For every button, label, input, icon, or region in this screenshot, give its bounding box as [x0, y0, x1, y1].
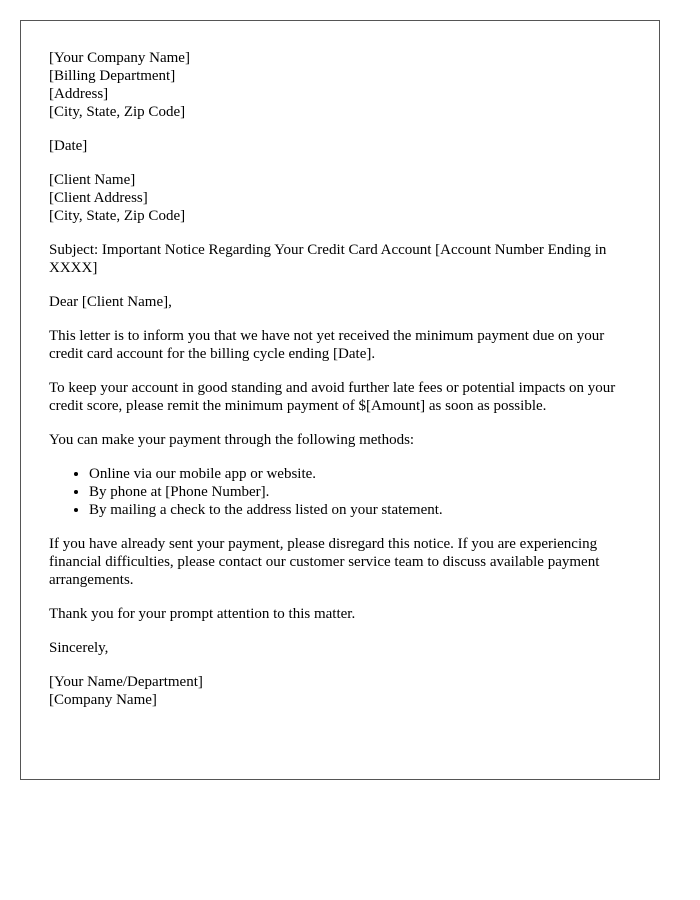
signature-company-name: [Company Name]	[49, 692, 157, 708]
payment-method-item: • By phone at [Phone Number].	[89, 483, 631, 501]
signature-block	[49, 673, 631, 709]
body-paragraph-methods-intro: You can make your payment through the following methods:	[49, 432, 415, 448]
letter-date: [Date]	[49, 138, 88, 154]
sender-company-name: [Your Company Name]	[49, 50, 190, 66]
body-paragraph-request: To keep your account in good standing and avoid further late fees or potential impacts on your credit score, please remit the minimum payment of $[Amount] as soon as possible.	[49, 380, 616, 414]
body-paragraph-thanks: Thank you for your prompt attention to this matter.	[49, 606, 356, 622]
letter-page	[20, 20, 660, 780]
signature-name-department: [Your Name/Department]	[49, 674, 203, 690]
payment-method-item: • By mailing a check to the address listed on your statement.	[89, 501, 631, 519]
sign-off: Sincerely,	[49, 640, 109, 656]
payment-methods-list	[49, 465, 631, 519]
recipient-address: [Client Address]	[49, 190, 148, 206]
recipient-address-block	[49, 171, 631, 225]
recipient-name: [Client Name]	[49, 172, 136, 188]
sender-address: [Address]	[49, 86, 109, 102]
body-paragraph-notice: This letter is to inform you that we have not yet received the minimum payment due on your credit card account for the billing cycle ending [Date].	[49, 328, 605, 362]
salutation: Dear [Client Name],	[49, 294, 172, 310]
payment-method-item: • Online via our mobile app or website.	[89, 465, 631, 483]
body-paragraph-disregard: If you have already sent your payment, please disregard this notice. If you are experiencing financial difficulties, please contact our customer service team to discuss available payment arrangements.	[49, 536, 600, 588]
sender-address-block	[49, 49, 631, 121]
sender-city-state-zip: [City, State, Zip Code]	[49, 104, 186, 120]
recipient-city-state-zip: [City, State, Zip Code]	[49, 208, 186, 224]
sender-department: [Billing Department]	[49, 68, 176, 84]
subject-line: Subject: Important Notice Regarding Your Credit Card Account [Account Number Ending in XXXX]	[49, 242, 607, 276]
